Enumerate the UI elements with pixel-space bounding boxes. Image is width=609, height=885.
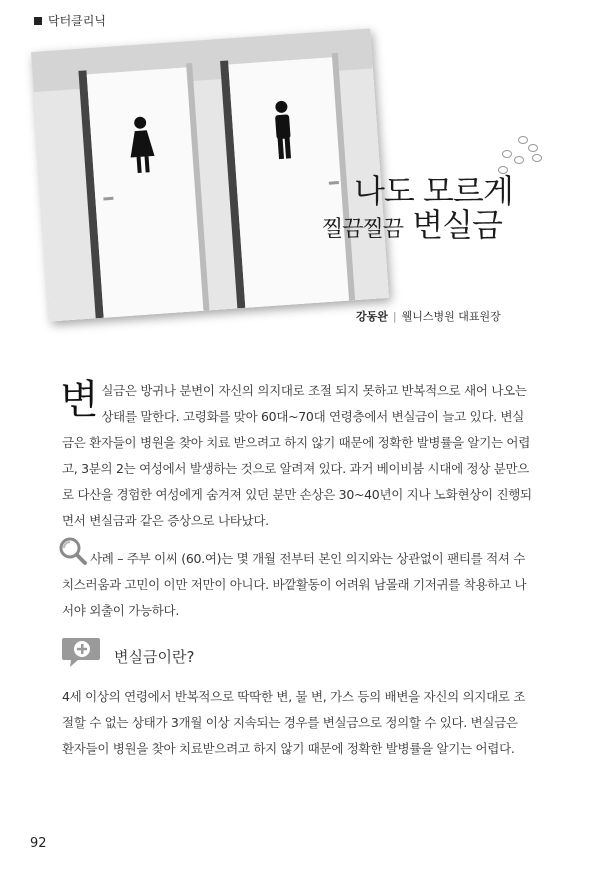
title-small-text: 찔끔찔끔 bbox=[322, 217, 404, 242]
page-number: 92 bbox=[30, 836, 47, 851]
title-big-text: 변실금 bbox=[412, 206, 502, 244]
author-name: 강동완 bbox=[356, 310, 388, 323]
intro-paragraph bbox=[62, 378, 532, 534]
article-title-line2 bbox=[322, 200, 502, 246]
author-role: 웰니스병원 대표원장 bbox=[401, 310, 501, 323]
square-bullet-icon bbox=[34, 17, 42, 25]
restroom-photo bbox=[40, 40, 400, 330]
restroom-doors-image bbox=[31, 28, 389, 321]
speech-bubble-plus-icon bbox=[60, 634, 102, 670]
dropcap: 변 bbox=[60, 377, 99, 423]
byline-separator: | bbox=[392, 310, 397, 323]
intro-text: 실금은 방귀나 분변이 자신의 의지대로 조절 되지 못하고 반복적으로 새어 나오는 상태를 말한다. 고령화를 맞아 60대~70대 연령층에서 변실금이 늘고 있다. 변실금은 환자들이 병원을 찾아 치료 받으려고 하지 않기 때문에 정확한 발병률을 알기는 어렵고, 3분의 2는 여성에서 발생하는 것으로 알려져 있다. 과거 베이비붐 시대에 정상 분만으로 다산을 경험한 여성에게 숨겨져 있던 분만 손상은 30~40년이 지나 노화현상이 진행되면서 변실금과 같은 증상으로 나타났다. bbox=[62, 383, 532, 528]
section-header bbox=[34, 12, 106, 29]
definition-text: 4세 이상의 연령에서 반복적으로 딱딱한 변, 물 변, 가스 등의 배변을 자신의 의지대로 조절할 수 없는 상태가 3개월 이상 지속되는 경우를 변실금으로 정의할 수 있다. 변실금은 환자들이 병원을 찾아 치료받으려고 하지 않기 때문에 정확한 발병률을 알기는 어렵다. bbox=[62, 689, 526, 756]
section-heading: 변실금이란? bbox=[114, 648, 195, 666]
case-paragraph bbox=[62, 546, 532, 624]
section-label: 닥터클리닉 bbox=[48, 14, 106, 28]
definition-paragraph bbox=[62, 684, 532, 762]
case-text: 사례 – 주부 이씨 (60.여)는 몇 개월 전부터 본인 의지와는 상관없이 팬티를 적셔 수치스러움과 고민이 이만 저만이 아니다. 바깥활동이 어려워 남몰래 기저귀를 착용하고 나서야 외출이 가능하다. bbox=[62, 551, 527, 618]
article-title-line1: 나도 모르게 bbox=[354, 172, 513, 210]
byline bbox=[356, 308, 501, 324]
